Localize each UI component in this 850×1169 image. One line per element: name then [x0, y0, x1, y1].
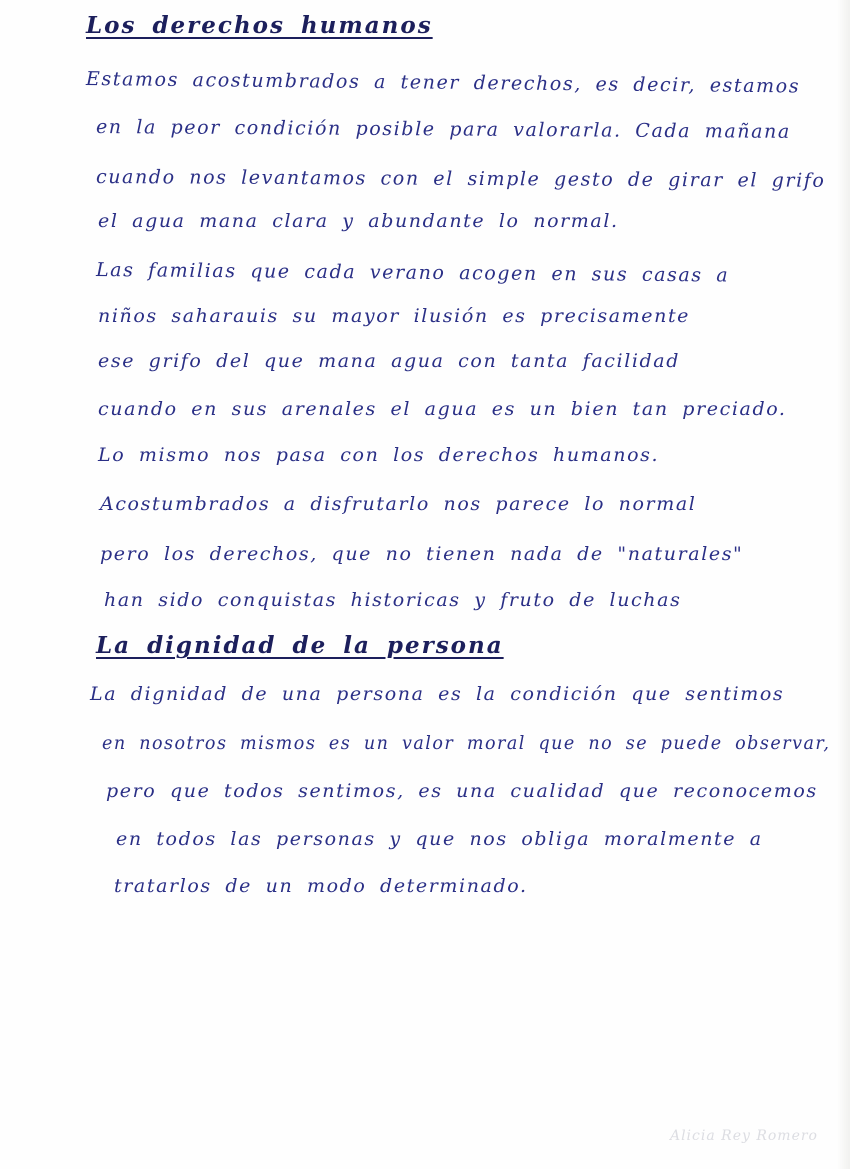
paper-edge-shadow [836, 0, 850, 1169]
text-line-1: Estamos acostumbrados a tener derechos, es decir, estamos [85, 68, 801, 98]
text-line-14: en nosotros mismos es un valor moral que no se puede observar, [102, 732, 831, 754]
text-line-4: el agua mana clara y abundante lo normal. [98, 210, 619, 232]
text-line-15: pero que todos sentimos, es una cualidad que reconocemos [106, 780, 818, 802]
text-line-7: ese grifo del que mana agua con tanta facilidad [98, 350, 681, 372]
text-line-3: cuando nos levantamos con el simple gesto de girar el grifo [95, 166, 826, 192]
text-line-9: Lo mismo nos pasa con los derechos humanos. [98, 444, 660, 466]
text-line-13: La dignidad de una persona es la condición que sentimos [90, 683, 785, 705]
text-line-10: Acostumbrados a disfrutarlo nos parece lo normal [100, 493, 697, 515]
text-line-11: pero los derechos, que no tienen nada de "naturales" [100, 543, 744, 565]
text-line-2: en la peor condición posible para valorarla. Cada mañana [95, 116, 791, 143]
text-line-6: niños saharauis su mayor ilusión es precisamente [98, 305, 691, 327]
text-line-5: Las familias que cada verano acogen en sus casas a [95, 259, 730, 287]
section-2-heading: La dignidad de la persona [96, 632, 504, 659]
page-title: Los derechos humanos [86, 12, 433, 39]
text-line-17: tratarlos de un modo determinado. [114, 875, 528, 897]
text-line-12: han sido conquistas historicas y fruto de luchas [104, 589, 682, 611]
bleed-through-signature: Alicia Rey Romero [669, 1128, 818, 1144]
text-line-16: en todos las personas y que nos obliga moralmente a [116, 828, 763, 850]
text-line-8: cuando en sus arenales el agua es un bien tan preciado. [98, 398, 787, 420]
